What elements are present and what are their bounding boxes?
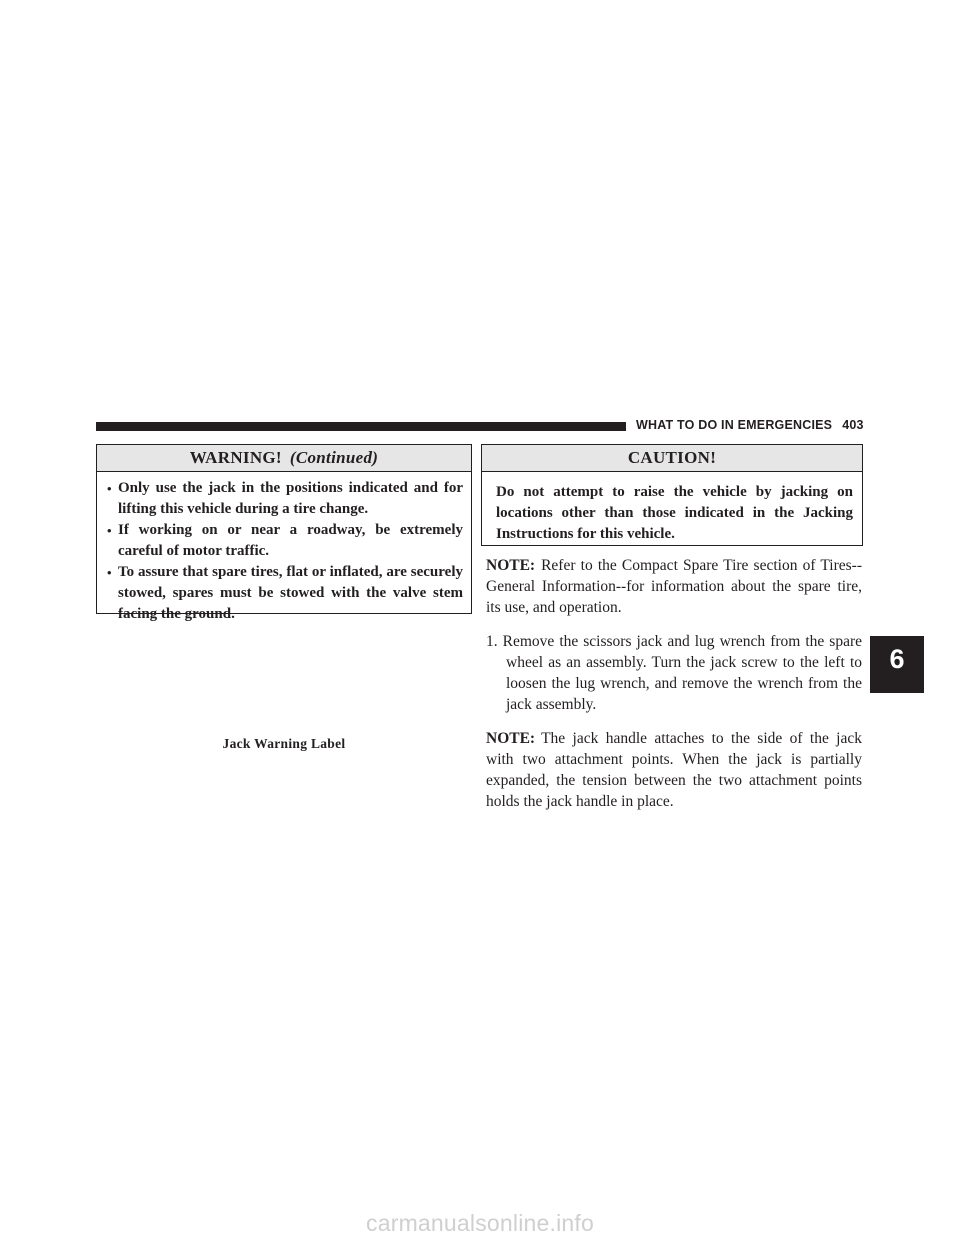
warning-item-text: To assure that spare tires, flat or inflated, are securely stowed, spares must be stowed with the valve stem facing the ground. (118, 564, 463, 622)
note-text: The jack handle attaches to the side of the jack with two attachment points. When the jack is partially expanded, the tension between the two attachment points holds the jack handle in place. (486, 730, 862, 810)
figure-caption: Jack Warning Label (222, 736, 346, 751)
note-label: NOTE: (486, 730, 536, 747)
header-rule (96, 422, 626, 431)
caution-title: CAUTION! (627, 448, 717, 467)
warning-item (107, 520, 463, 562)
note-text: Refer to the Compact Spare Tire section of Tires--General Information--for information about the spare tire, its use, and operation. (486, 557, 862, 616)
running-header (636, 418, 864, 432)
warning-list (97, 478, 471, 625)
warning-box (96, 444, 472, 622)
section-title: WHAT TO DO IN EMERGENCIES (636, 418, 833, 432)
warning-item (107, 478, 463, 520)
watermark: carmanualsonline.info (366, 1210, 594, 1236)
page-number: 403 (842, 418, 864, 432)
warning-item-text: Only use the jack in the positions indicated and for lifting this vehicle during a tire change. (118, 480, 463, 517)
bullet-icon: • (107, 565, 112, 580)
caution-header (482, 445, 862, 472)
warning-title: WARNING! (189, 448, 282, 467)
main-content (486, 555, 862, 812)
chapter-tab: 6 (870, 636, 924, 693)
warning-item-text: If working on or near a roadway, be extremely careful of motor traffic. (118, 522, 463, 559)
note-paragraph (486, 555, 862, 618)
note-label: NOTE: (486, 557, 536, 574)
warning-item (107, 562, 463, 625)
bullet-icon: • (107, 523, 112, 538)
bullet-icon: • (107, 481, 112, 496)
note-paragraph (486, 728, 862, 812)
caution-box (481, 444, 863, 546)
warning-header (97, 445, 471, 472)
warning-continued: (Continued) (289, 448, 379, 467)
step-1: 1. Remove the scissors jack and lug wrench from the spare wheel as an assembly. Turn the jack screw to the left to loosen the lug wrench, and remove the wrench from the jack assembly. (486, 633, 862, 713)
caution-text: Do not attempt to raise the vehicle by jacking on locations other than those indicated in the Jacking Instructions for this vehicle. (496, 484, 853, 542)
